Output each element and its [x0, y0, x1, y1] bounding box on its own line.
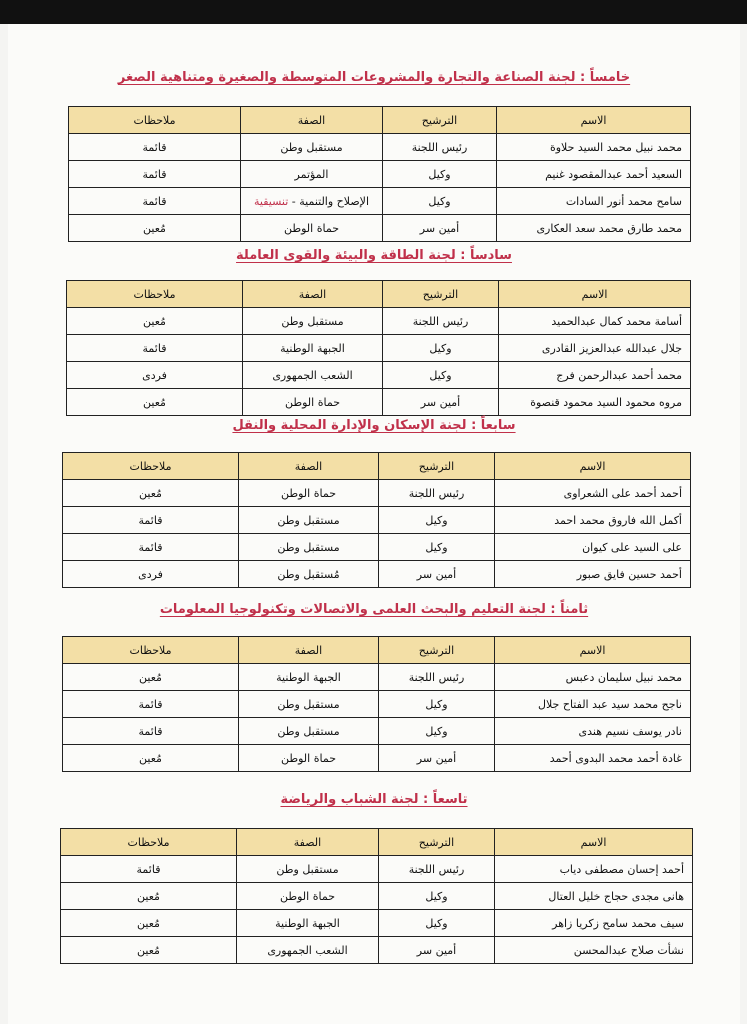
top-bar: [0, 0, 747, 24]
member-role: حماة الوطن: [239, 480, 379, 507]
member-name: أحمد أحمد على الشعراوى: [495, 480, 691, 507]
header-role: الصفة: [239, 453, 379, 480]
member-name: محمد نبيل سليمان دعبس: [495, 664, 691, 691]
header-name: الاسم: [495, 829, 693, 856]
committee-table: [60, 828, 693, 964]
committee-table: [62, 636, 691, 772]
member-notes: قائمة: [61, 856, 237, 883]
member-nomination: وكيل: [383, 362, 499, 389]
table-row: [61, 856, 693, 883]
section-energy: [8, 242, 740, 432]
section-education: [8, 596, 740, 796]
header-nomination: الترشيح: [383, 281, 499, 308]
table-row: [63, 561, 691, 588]
section-youth: [8, 784, 740, 1004]
member-name: أحمد حسين فايق صبور: [495, 561, 691, 588]
member-name: ناجح محمد سيد عبد الفتاح جلال: [495, 691, 691, 718]
member-name: مروه محمود السيد محمود قنصوة: [499, 389, 691, 416]
member-nomination: رئيس اللجنة: [383, 308, 499, 335]
member-role: مُستقبل وطن: [239, 561, 379, 588]
member-notes: قائمة: [69, 161, 241, 188]
member-role-extra: تنسيقية: [253, 194, 289, 208]
member-role: الشعب الجمهورى: [237, 937, 379, 964]
member-nomination: وكيل: [379, 718, 495, 745]
member-role: الجبهة الوطنية: [239, 664, 379, 691]
header-role: الصفة: [239, 637, 379, 664]
member-notes: مُعين: [61, 883, 237, 910]
section-title: سادساً : لجنة الطاقة والبيئة والقوى العاملة: [236, 248, 512, 263]
member-role: مستقبل وطن: [241, 134, 383, 161]
member-role: مستقبل وطن: [239, 534, 379, 561]
member-role: حماة الوطن: [239, 745, 379, 772]
section-housing: [8, 412, 740, 612]
member-notes: مُعين: [61, 937, 237, 964]
header-nomination: الترشيح: [383, 107, 497, 134]
member-notes: قائمة: [69, 134, 241, 161]
member-nomination: وكيل: [383, 188, 497, 215]
table-row: [63, 664, 691, 691]
member-nomination: وكيل: [379, 507, 495, 534]
member-notes: مُعين: [63, 480, 239, 507]
member-nomination: وكيل: [383, 161, 497, 188]
table-row: [67, 335, 691, 362]
member-role: مستقبل وطن: [239, 718, 379, 745]
table-row: [63, 480, 691, 507]
header-role: الصفة: [241, 107, 383, 134]
member-notes: قائمة: [63, 507, 239, 534]
table-row: [61, 910, 693, 937]
table-row: [63, 691, 691, 718]
header-nomination: الترشيح: [379, 453, 495, 480]
table-row: [69, 188, 691, 215]
member-nomination: وكيل: [383, 335, 499, 362]
header-nomination: الترشيح: [379, 829, 495, 856]
member-name: سامح محمد أنور السادات: [497, 188, 691, 215]
committee-table: [66, 280, 691, 416]
header-name: الاسم: [495, 637, 691, 664]
header-role: الصفة: [237, 829, 379, 856]
member-nomination: أمين سر: [379, 561, 495, 588]
member-role: مستقبل وطن: [239, 691, 379, 718]
table-row: [61, 937, 693, 964]
committee-table: [62, 452, 691, 588]
table-row: [63, 718, 691, 745]
section-title: ثامناً : لجنة التعليم والبحث العلمى والاتصالات وتكنولوجيا المعلومات: [159, 602, 589, 617]
member-notes: قائمة: [63, 718, 239, 745]
member-name: هانى مجدى حجاج خليل العتال: [495, 883, 693, 910]
member-name: على السيد على كيوان: [495, 534, 691, 561]
member-notes: مُعين: [61, 910, 237, 937]
member-notes: قائمة: [67, 335, 243, 362]
member-role: حماة الوطن: [241, 215, 383, 242]
member-role: المؤتمر: [241, 161, 383, 188]
table-row: [63, 507, 691, 534]
member-notes: مُعين: [63, 664, 239, 691]
table-header-row: [63, 637, 691, 664]
committee-table: [68, 106, 691, 242]
member-role: مستقبل وطن: [243, 308, 383, 335]
header-role: الصفة: [243, 281, 383, 308]
member-name: محمد نبيل محمد السيد حلاوة: [497, 134, 691, 161]
member-notes: مُعين: [67, 308, 243, 335]
member-nomination: أمين سر: [379, 745, 495, 772]
section-title: خامساً : لجنة الصناعة والتجارة والمشروعات المتوسطة والصغيرة ومتناهية الصغر: [117, 70, 631, 85]
member-role: الجبهة الوطنية: [243, 335, 383, 362]
member-role: الإصلاح والتنمية -: [288, 194, 370, 208]
table-row: [69, 134, 691, 161]
member-nomination: وكيل: [379, 910, 495, 937]
table-header-row: [69, 107, 691, 134]
member-role: حماة الوطن: [243, 389, 383, 416]
header-notes: ملاحظات: [63, 453, 239, 480]
table-row: [69, 161, 691, 188]
member-notes: قائمة: [63, 691, 239, 718]
section-industry: [8, 24, 740, 244]
section-title: سابعاً : لجنة الإسكان والإدارة المحلية والنقل: [232, 418, 516, 433]
header-nomination: الترشيح: [379, 637, 495, 664]
header-name: الاسم: [495, 453, 691, 480]
member-name: نادر يوسف نسيم هندى: [495, 718, 691, 745]
table-header-row: [63, 453, 691, 480]
member-notes: فردى: [63, 561, 239, 588]
document-page: [8, 24, 740, 1024]
member-nomination: رئيس اللجنة: [379, 664, 495, 691]
member-name: أسامة محمد كمال عبدالحميد: [499, 308, 691, 335]
member-nomination: أمين سر: [383, 215, 497, 242]
table-row: [63, 534, 691, 561]
member-notes: قائمة: [69, 188, 241, 215]
member-name: أحمد إحسان مصطفى دياب: [495, 856, 693, 883]
member-nomination: وكيل: [379, 691, 495, 718]
header-notes: ملاحظات: [63, 637, 239, 664]
member-notes: مُعين: [67, 389, 243, 416]
member-notes: مُعين: [69, 215, 241, 242]
member-nomination: أمين سر: [379, 937, 495, 964]
member-nomination: رئيس اللجنة: [379, 856, 495, 883]
member-name: محمد أحمد عبدالرحمن فرج: [499, 362, 691, 389]
member-role: مستقبل وطن: [239, 507, 379, 534]
table-row: [69, 215, 691, 242]
member-name: نشأت صلاح عبدالمحسن: [495, 937, 693, 964]
table-row: [67, 362, 691, 389]
member-name: السعيد أحمد عبدالمقصود غنيم: [497, 161, 691, 188]
member-nomination: أمين سر: [383, 389, 499, 416]
member-name: غادة أحمد محمد البدوى أحمد: [495, 745, 691, 772]
member-name: جلال عبدالله عبدالعزيز القادرى: [499, 335, 691, 362]
member-role: حماة الوطن: [237, 883, 379, 910]
member-nomination: رئيس اللجنة: [379, 480, 495, 507]
member-notes: فردى: [67, 362, 243, 389]
member-name: أكمل الله فاروق محمد احمد: [495, 507, 691, 534]
member-role: مستقبل وطن: [237, 856, 379, 883]
member-name: محمد طارق محمد سعد العكارى: [497, 215, 691, 242]
member-nomination: وكيل: [379, 883, 495, 910]
member-nomination: رئيس اللجنة: [383, 134, 497, 161]
header-name: الاسم: [499, 281, 691, 308]
member-role-cell: [241, 188, 383, 215]
section-title: تاسعاً : لجنة الشباب والرياضة: [280, 792, 468, 807]
member-notes: مُعين: [63, 745, 239, 772]
member-role: الجبهة الوطنية: [237, 910, 379, 937]
table-row: [63, 745, 691, 772]
member-role: الشعب الجمهورى: [243, 362, 383, 389]
header-name: الاسم: [497, 107, 691, 134]
member-nomination: وكيل: [379, 534, 495, 561]
header-notes: ملاحظات: [67, 281, 243, 308]
table-header-row: [61, 829, 693, 856]
table-row: [67, 308, 691, 335]
table-header-row: [67, 281, 691, 308]
header-notes: ملاحظات: [69, 107, 241, 134]
member-notes: قائمة: [63, 534, 239, 561]
table-row: [61, 883, 693, 910]
member-name: سيف محمد سامح زكريا زاهر: [495, 910, 693, 937]
header-notes: ملاحظات: [61, 829, 237, 856]
